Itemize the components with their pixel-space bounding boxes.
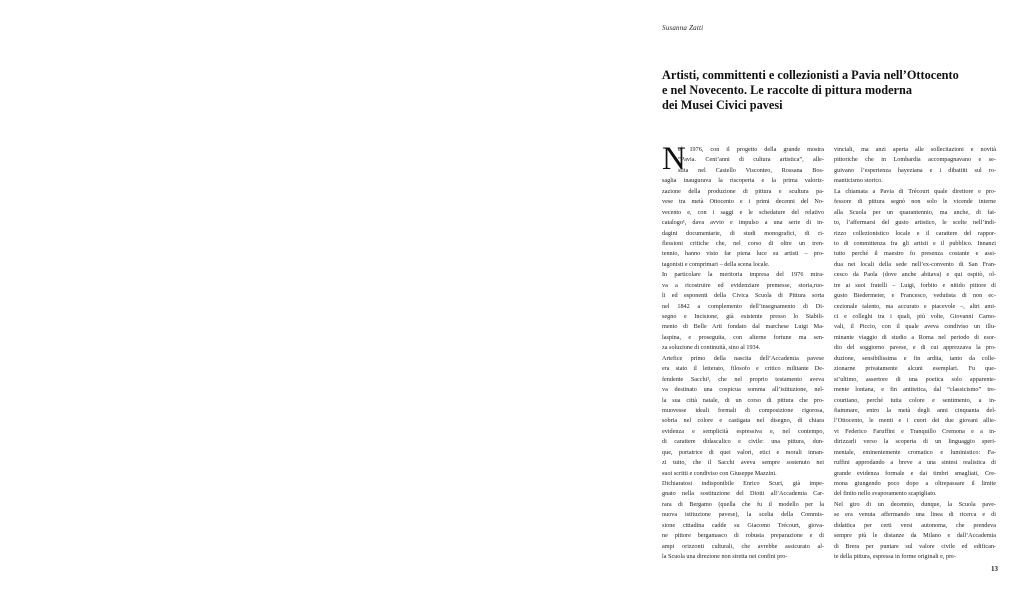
text-line: l’Ottocento, le menti e i cuori dei due giovani allie-: [834, 417, 996, 425]
text-line: del finito nello svaporamento scapigliato.: [834, 490, 937, 498]
text-line: gnato nella sostituzione del Diotti all’Accademia Car-: [662, 490, 824, 498]
text-line: vinciali, ma anzi aperta alle sollecitazioni e novità: [834, 146, 996, 153]
body-column-left: [662, 141, 824, 563]
text-line: ci e colleghi tra i quali, più volte, Giovanni Carno-: [834, 313, 996, 320]
text-line: alla Scuola per un quarantennio, ma anche, di fat-: [834, 208, 996, 216]
text-line: sempre più le distanze da Milano e dall’Accademia: [834, 532, 996, 540]
text-line: evidenza e semplicità espressiva e, nel contempo,: [662, 427, 824, 435]
text-line: tennio, hanno visto far piena luce su artisti – pro-: [662, 250, 824, 258]
text-line: courtiano, perché tutta colore e sentimento, a in-: [834, 396, 996, 404]
text-line: minante viaggio di studio a Roma nel periodo di esor-: [834, 333, 996, 341]
text-line: zazione della produzione di pittura e scultura pa-: [662, 187, 824, 195]
text-line: di Brera per puntare sul valore civile ed edifican-: [834, 542, 996, 550]
text-line: la sua città natale, di un corso di pittura che pro-: [662, 396, 824, 404]
text-line: el 1976, con il progetto della grande mostra: [678, 146, 824, 153]
text-line: dua nei locali della sede nell’ex-convento di San Fran-: [834, 260, 996, 268]
text-line: fiammare, entro la metà degli anni cinquanta del-: [834, 406, 996, 414]
text-line: tutto perché il maestro fu presenza costante e assi-: [834, 250, 996, 258]
title-line: Artisti, committenti e collezionisti a Pavia nell’Ottocento: [662, 68, 959, 82]
text-line: la Scuola una direzione non stretta nei confini pro-: [662, 553, 788, 561]
text-line: muovesse ideali formali di composizione rigorosa,: [662, 406, 824, 414]
text-line: vecento e, con i saggi e le schedature del relativo: [662, 208, 824, 216]
text-line: suoi scritti e condiviso con Giuseppe Mazzini.: [662, 469, 777, 477]
text-line: que, portatrice di quei valori, etici e morali innan-: [662, 448, 824, 456]
text-line: sione cittadina cadde su Giacomo Trécourt, giova-: [662, 521, 824, 529]
text-line: duzione, sensibilissima e fin ardita, tanto da colle-: [834, 354, 996, 362]
text-line: vese tra metà Ottocento e i primi decenni del No-: [662, 198, 824, 206]
body-column-right: [834, 145, 996, 563]
text-line: nel 1842 a complemento dell’insegnamento di Di-: [662, 302, 824, 310]
text-line: cesco da Paola (dove anche abitava) e qui ospitò, ol-: [834, 271, 996, 279]
text-line: mentale, eminentemente cromatico e luministico: Fa-: [834, 448, 996, 456]
title-line: dei Musei Civici pavesi: [662, 98, 783, 112]
text-line: didattica per certi versi autonoma, che prendeva: [834, 521, 996, 529]
title-line: e nel Novecento. Le raccolte di pittura moderna: [662, 83, 912, 97]
text-line: to, l’affermarsi del gusto artistico, le scelte nell’indi-: [834, 219, 996, 227]
article-title: [662, 68, 982, 113]
text-line: dagini documentarie, di studi monografici, di ri-: [662, 229, 824, 237]
text-line: va destinato una cospicua somma all’istituzione, nel-: [662, 386, 824, 394]
text-line: stita nel Castello Visconteo, Rossana Bos-: [678, 166, 824, 174]
text-line: zionarne privatamente alcuni esemplari. Fu que-: [834, 365, 996, 373]
text-line: guivano l’esperienza hayeziana e i dibattiti sul ro-: [834, 166, 996, 174]
text-line: La chiamata a Pavia di Trécourt quale direttore e pro-: [834, 187, 996, 195]
text-line: dio del soggiorno pavese, e di cui apprezzava la pro-: [834, 344, 996, 352]
text-line: tagonisti e comprimari – della scena locale.: [662, 260, 770, 268]
text-line: li ed esponenti della Civica Scuola di Pittura sorta: [662, 292, 824, 300]
text-line: pittoriche che in Lombardia accompagnavano e se-: [834, 156, 996, 164]
text-line: laspina, e proseguita, con alterne fortune ma sen-: [662, 333, 824, 341]
text-line: saglia inaugurava la riscoperta e la prima valoriz-: [662, 177, 824, 185]
text-line: “Pavia. Cent’anni di cultura artistica”, alle-: [678, 156, 824, 164]
text-line: rara di Bergamo (quella che fu il modello per la: [662, 500, 824, 508]
text-line: gusto Biedermeier, e Francesco, vedutista di non ec-: [834, 292, 996, 300]
drop-cap: N: [662, 141, 686, 177]
text-line: za soluzione di continuità, sino al 1934.: [662, 344, 761, 352]
text-line: ne pittore bergamasco di robusta preparazione e di: [662, 532, 824, 540]
text-line: zi tutto, che il Sacchi aveva sempre sostenuto nei: [662, 459, 824, 467]
text-line: In particolare la meritoria impresa del 1976 mira-: [662, 271, 824, 279]
text-line: sobria nel colore e castigata nel disegno, di chiara: [662, 417, 824, 425]
text-line: mente lontana, e fin antitetica, dal “classicismo” tre-: [834, 386, 996, 394]
text-line: cezionale talento, ma accurato e piacevole –, altri ami-: [834, 302, 996, 310]
text-line: fendente Sacchi², che nel proprio testamento aveva: [662, 375, 824, 383]
text-line: va a ricostruire ed evidenziare premesse, storia,ruo-: [662, 281, 824, 289]
text-line: fessore di pittura segnò non solo le vicende interne: [834, 198, 996, 206]
text-line: Nel giro di un decennio, dunque, la Scuola pave-: [834, 500, 996, 508]
text-line: vali, il Piccio, con il quale aveva condiviso un illu-: [834, 323, 996, 331]
text-line: mona giungendo poco dopo a oltrepassare il limite: [834, 480, 996, 487]
text-line: tre ai suoi fratelli – Luigi, forbito e nitido pittore di: [834, 281, 996, 289]
text-line: di carattere didascalico e civile: una pittura, dun-: [662, 438, 824, 446]
text-line: Artefice primo della nascita dell’Accademia pavese: [662, 354, 824, 362]
text-line: nuova istituzione pavese), la scelta della Commis-: [662, 511, 824, 519]
text-line: grande evidenza formale e dai timbri smagliati, Cre-: [834, 469, 996, 477]
text-line: rizzo collezionistico locale e il carattere del rappor-: [834, 229, 996, 237]
text-line: mento di Belle Arti fondato dal marchese Luigi Ma-: [662, 323, 824, 331]
text-line: flessioni critiche che, nel corso di oltre un tren-: [662, 239, 824, 247]
text-line: ampi orizzonti culturali, che avrebbe assicurato al-: [662, 542, 824, 550]
running-head-author: Susanna Zatti: [662, 24, 704, 32]
text-line: to di committenza fra gli artisti e il pubblico. Innanzi: [834, 239, 996, 247]
text-line: st’ultimo, assertore di una poetica solo apparente-: [834, 375, 996, 383]
text-line: segno e Incisione, già esistente presso lo Stabili-: [662, 313, 824, 320]
text-line: catalogo¹, dava avvio e impulso a una serie di in-: [662, 219, 824, 227]
text-line: manticismo storico.: [834, 177, 883, 185]
text-line: Dichiaratosi indisponibile Enrico Scuri, già impe-: [662, 480, 824, 487]
text-line: era stato il letterato, filosofo e critico militante De-: [662, 365, 824, 373]
text-line: ruffini approdando a breve a una sintesi realistica di: [834, 459, 996, 467]
text-line: te della pittura, espressa in forme originali e, pre-: [834, 553, 956, 561]
text-line: vi Federico Faruffini e Tranquillo Cremona e a in-: [834, 427, 996, 435]
text-line: se era venuta affermando una linea di ricerca e di: [834, 511, 996, 519]
text-line: dirizzarli verso la scoperta di un linguaggio speri-: [834, 438, 996, 446]
page-number: 13: [991, 565, 998, 573]
